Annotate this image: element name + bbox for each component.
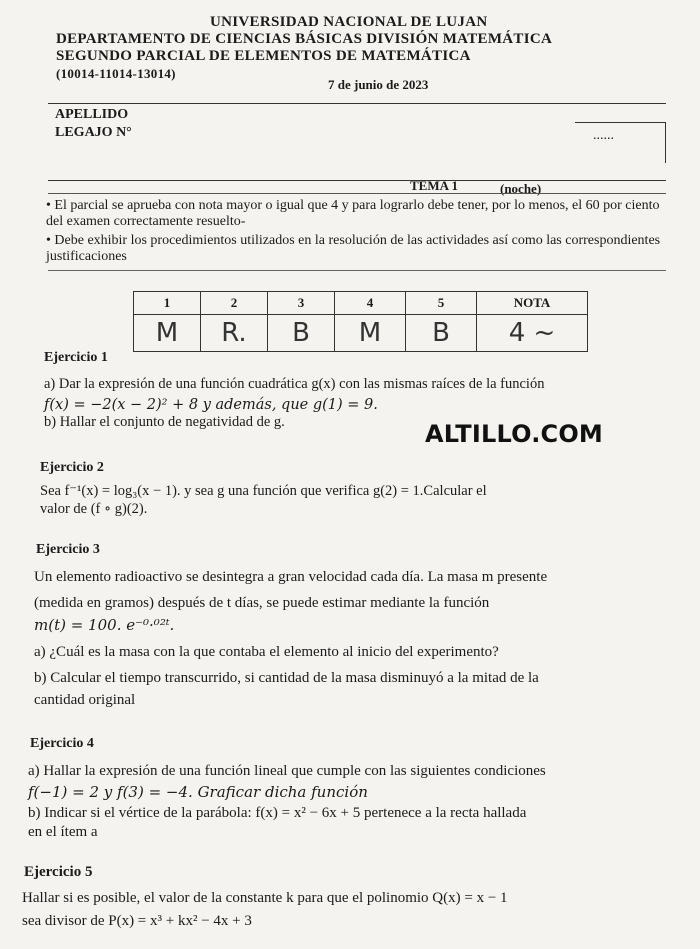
grades-header-row <box>134 292 588 315</box>
exercise-4-part-b-cont: en el ítem a <box>28 824 98 840</box>
exercise-2-line-2: valor de (f ∘ g)(2). <box>40 501 148 517</box>
exercise-4-title: Ejercicio 4 <box>30 736 94 751</box>
tema-label: TEMA 1 <box>410 178 459 193</box>
exercise-3-formula: m(t) = 100. e⁻⁰·⁰²ᵗ. <box>34 616 175 634</box>
grade-header: NOTA <box>477 292 588 315</box>
watermark: ALTILLO.COM <box>425 420 604 448</box>
exercise-4-part-b: b) Indicar si el vértice de la parábola: f(x) = x² − 6x + 5 pertenece a la recta hallada <box>28 805 527 821</box>
grade-header: 4 <box>335 292 406 315</box>
grade-value: B <box>406 315 477 352</box>
apellido-label: APELLIDO <box>55 107 129 122</box>
university-name: UNIVERSIDAD NACIONAL DE LUJAN <box>210 14 488 30</box>
instruction-2: • Debe exhibir los procedimientos utilizados en la resolución de las actividades así como las correspondientes justificaciones <box>46 233 661 264</box>
blank-dots: ...... <box>593 128 614 143</box>
exercise-2-title: Ejercicio 2 <box>40 460 104 475</box>
grade-value: 4 ~ <box>477 315 588 352</box>
grade-value: B <box>268 315 335 352</box>
exercise-4-conditions: f(−1) = 2 y f(3) = −4. Graficar dicha función <box>28 783 368 801</box>
exercise-4-part-a: a) Hallar la expresión de una función lineal que cumple con las siguientes condiciones <box>28 763 546 779</box>
divider <box>48 270 666 271</box>
exercise-5-title: Ejercicio 5 <box>24 864 93 880</box>
exam-title: SEGUNDO PARCIAL DE ELEMENTOS DE MATEMÁTICA <box>56 48 471 64</box>
exercise-1-part-b: b) Hallar el conjunto de negatividad de g. <box>44 414 285 430</box>
grade-header: 2 <box>201 292 268 315</box>
exercise-3-part-a: a) ¿Cuál es la masa con la que contaba el elemento al inicio del experimento? <box>34 644 499 660</box>
grade-value: M <box>335 315 406 352</box>
grades-table <box>133 291 588 352</box>
grade-header: 5 <box>406 292 477 315</box>
exercise-2-line-1: Sea f⁻¹(x) = log₃(x − 1). y sea g una función que verifica g(2) = 1.Calcular el <box>40 483 487 499</box>
exercise-3-line-2: (medida en gramos) después de t días, se puede estimar mediante la función <box>34 595 490 611</box>
exercise-3-part-b: b) Calcular el tiempo transcurrido, si cantidad de la masa disminuyó a la mitad de la <box>34 670 539 686</box>
grade-value: M <box>134 315 201 352</box>
exercise-1-title: Ejercicio 1 <box>44 350 108 365</box>
student-info-box <box>48 103 666 181</box>
legajo-label: LEGAJO N° <box>55 125 132 140</box>
grade-value: R. <box>201 315 268 352</box>
course-codes: (10014-11014-13014) <box>56 66 176 81</box>
grade-header: 3 <box>268 292 335 315</box>
exercise-3-part-b-cont: cantidad original <box>34 692 136 708</box>
exercise-3-line-1: Un elemento radioactivo se desintegra a gran velocidad cada día. La masa m presente <box>34 569 548 585</box>
exercise-1-part-a: a) Dar la expresión de una función cuadrática g(x) con las mismas raíces de la función <box>44 376 545 392</box>
instruction-1: • El parcial se aprueba con nota mayor o igual que 4 y para lograrlo debe tener, por lo menos, el 60 por ciento del examen correctamente resuelto- <box>46 198 660 229</box>
grade-header: 1 <box>134 292 201 315</box>
turno-label: (noche) <box>500 181 542 196</box>
grades-values-row <box>134 315 588 352</box>
exercise-5-line-1: Hallar si es posible, el valor de la constante k para que el polinomio Q(x) = x − 1 <box>22 890 508 906</box>
exercise-5-line-2: sea divisor de P(x) = x³ + kx² − 4x + 3 <box>22 913 252 929</box>
department-name: DEPARTAMENTO DE CIENCIAS BÁSICAS DIVISIÓN MATEMÁTICA <box>56 31 553 47</box>
name-field-box <box>575 122 666 163</box>
divider <box>48 193 666 194</box>
exercise-3-title: Ejercicio 3 <box>36 542 100 557</box>
exam-date: 7 de junio de 2023 <box>328 77 429 92</box>
exercise-1-formula: f(x) = −2(x − 2)² + 8 y además, que g(1) = 9. <box>44 397 378 413</box>
